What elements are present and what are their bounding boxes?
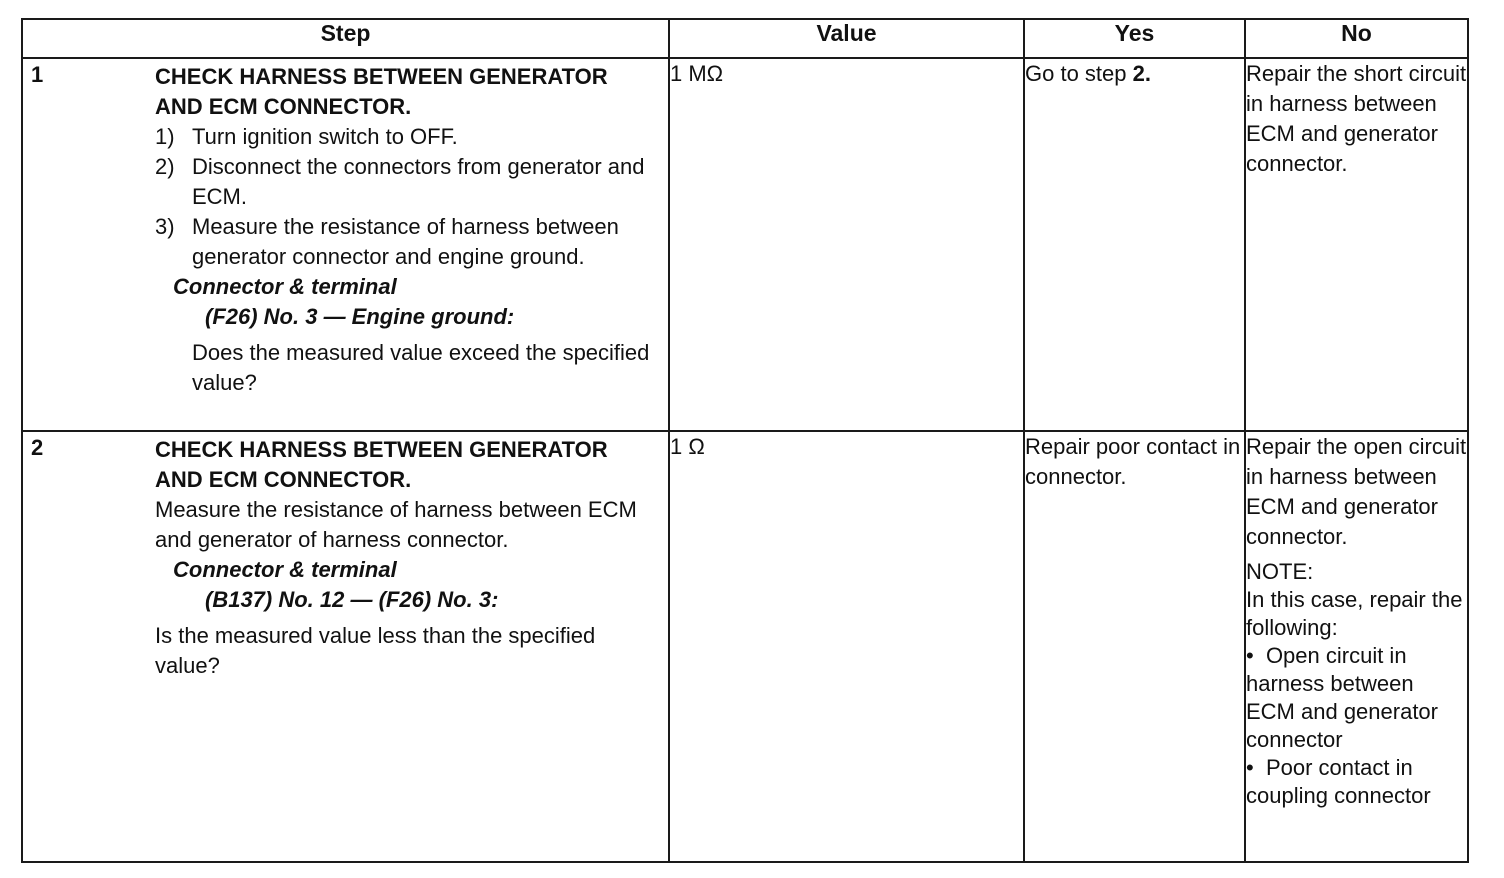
note-item: • Poor contact in coupling connector <box>1246 755 1431 808</box>
substep: 3) Measure the resistance of harness between generator connector and engine ground. <box>155 214 619 269</box>
substep: 2) Disconnect the connectors from generator and ECM. <box>155 154 645 209</box>
terminal-spec: (B137) No. 12 — (F26) No. 3: <box>205 587 499 612</box>
yes-cell: Repair poor contact in connector. <box>1024 431 1245 862</box>
terminal-spec: (F26) No. 3 — Engine ground: <box>205 304 515 329</box>
no-text: Repair the open circuit in harness between ECM and generator connector. <box>1246 434 1467 549</box>
substep-list <box>155 122 662 272</box>
note-item: • Open circuit in harness between ECM and generator connector <box>1246 643 1438 752</box>
diagnostic-table <box>21 18 1469 863</box>
step-intro: Measure the resistance of harness between ECM and generator of harness connector. <box>155 497 637 552</box>
substep: 1) Turn ignition switch to OFF. <box>155 124 458 149</box>
note-label: NOTE: <box>1246 559 1314 584</box>
step-number: 1 <box>31 62 44 87</box>
step-title-line2: AND ECM CONNECTOR. <box>155 94 412 119</box>
value-cell: 1 MΩ <box>669 58 1024 431</box>
step-number: 2 <box>31 435 44 460</box>
step-title-line1: CHECK HARNESS BETWEEN GENERATOR <box>155 437 608 462</box>
header-step: Step <box>22 19 669 58</box>
header-no: No <box>1245 19 1468 58</box>
step-reference: 2. <box>1132 61 1151 86</box>
connector-label: Connector & terminal <box>173 274 397 299</box>
table-row <box>22 58 1468 431</box>
table-row <box>22 431 1468 862</box>
step-question: Is the measured value less than the specified value? <box>155 623 596 678</box>
header-value: Value <box>669 19 1024 58</box>
table-header-row <box>22 19 1468 58</box>
yes-cell: Go to step 2. <box>1024 58 1245 431</box>
connector-label: Connector & terminal <box>173 557 397 582</box>
step-title-line2: AND ECM CONNECTOR. <box>155 467 412 492</box>
header-yes: Yes <box>1024 19 1245 58</box>
step-cell <box>22 58 669 431</box>
no-cell: Repair the short circuit in harness between ECM and generator connector. <box>1245 58 1468 431</box>
note-intro: In this case, repair the following: <box>1246 587 1463 640</box>
step-title-line1: CHECK HARNESS BETWEEN GENERATOR <box>155 64 608 89</box>
value-cell: 1 Ω <box>669 431 1024 862</box>
step-question: Does the measured value exceed the specified value? <box>192 340 650 395</box>
step-cell <box>22 431 669 862</box>
no-cell <box>1245 431 1468 862</box>
